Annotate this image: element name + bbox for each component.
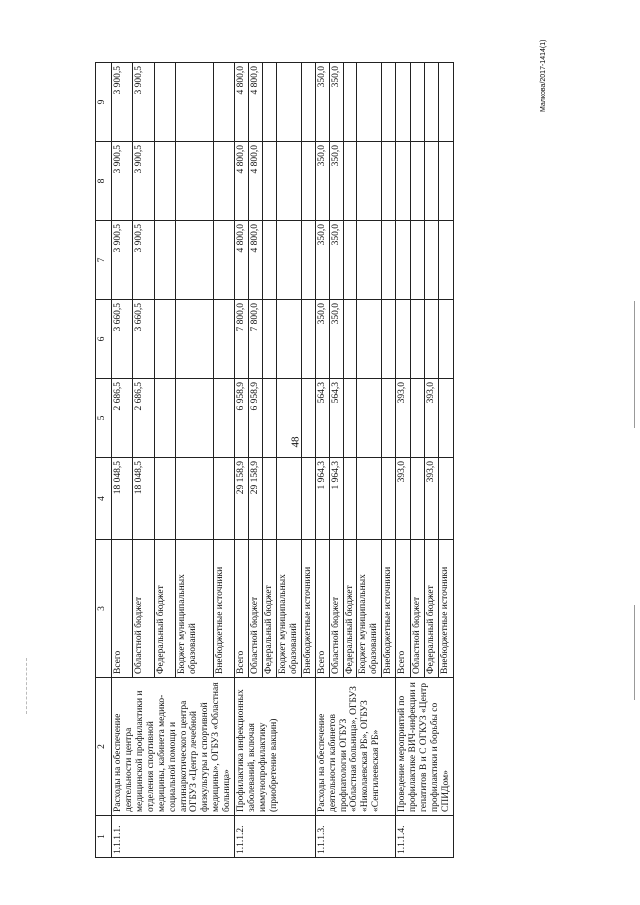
amount-cell bbox=[154, 221, 175, 300]
amount-cell: 4 800,0 bbox=[235, 142, 249, 221]
amount-cell: 4 800,0 bbox=[249, 142, 263, 221]
amount-cell bbox=[424, 221, 438, 300]
row-index: 1.1.1.2. bbox=[235, 816, 316, 858]
funding-source: Бюджет муниципальных образований bbox=[276, 540, 301, 678]
amount-cell: 350,0 bbox=[329, 221, 343, 300]
amount-cell bbox=[154, 142, 175, 221]
amount-cell bbox=[301, 63, 315, 142]
amount-cell bbox=[343, 379, 357, 458]
funding-source: Всего bbox=[315, 540, 329, 678]
funding-source: Федеральный бюджет bbox=[424, 540, 438, 678]
amount-cell bbox=[262, 221, 276, 300]
amount-cell bbox=[396, 221, 410, 300]
scan-edge-line bbox=[634, 301, 635, 428]
table-body bbox=[96, 63, 454, 858]
amount-cell: 350,0 bbox=[329, 142, 343, 221]
col-header: 1 bbox=[96, 816, 112, 858]
amount-cell bbox=[276, 63, 301, 142]
amount-cell: 3 900,5 bbox=[112, 221, 133, 300]
amount-cell bbox=[382, 221, 396, 300]
amount-cell bbox=[357, 63, 382, 142]
amount-cell bbox=[424, 142, 438, 221]
col-header: 3 bbox=[96, 540, 112, 678]
page-number: 48 bbox=[289, 436, 302, 448]
table-row bbox=[396, 63, 410, 858]
amount-cell bbox=[439, 379, 453, 458]
amount-cell: 29 158,9 bbox=[249, 458, 263, 540]
amount-cell bbox=[154, 458, 175, 540]
funding-source: Всего bbox=[112, 540, 133, 678]
funding-source: Федеральный бюджет bbox=[154, 540, 175, 678]
amount-cell: 2 686,5 bbox=[112, 379, 133, 458]
row-description: Проведение мероприятий по профилактике ВИЧ-инфекции и гепатитов В и С ОГКУЗ «Центр профилактики и борьбы со СПИДом» bbox=[396, 678, 454, 816]
funding-source: Бюджет муниципальных образований bbox=[175, 540, 213, 678]
amount-cell bbox=[357, 142, 382, 221]
amount-cell: 393,0 bbox=[396, 379, 410, 458]
col-header: 6 bbox=[96, 300, 112, 379]
amount-cell bbox=[357, 379, 382, 458]
amount-cell bbox=[154, 300, 175, 379]
amount-cell bbox=[276, 458, 301, 540]
funding-source: Областной бюджет bbox=[249, 540, 263, 678]
amount-cell bbox=[175, 63, 213, 142]
amount-cell bbox=[213, 458, 234, 540]
funding-source: Всего bbox=[396, 540, 410, 678]
amount-cell bbox=[439, 221, 453, 300]
amount-cell bbox=[343, 142, 357, 221]
document-stamp: Малкова/2017-1414(1) bbox=[540, 39, 547, 112]
amount-cell: 6 958,9 bbox=[235, 379, 249, 458]
amount-cell bbox=[410, 221, 424, 300]
col-header: 4 bbox=[96, 458, 112, 540]
amount-cell bbox=[301, 221, 315, 300]
amount-cell bbox=[262, 63, 276, 142]
amount-cell: 350,0 bbox=[315, 142, 329, 221]
amount-cell bbox=[343, 458, 357, 540]
funding-source: Внебюджетные источники bbox=[301, 540, 315, 678]
row-description: Расходы на обеспечение деятельности центра медицинской профилактики и отделения спортивной медицины, кабинета медико-социальной помощи и антинаркотического центра ОГБУЗ «Центр лечебной физкультуры и спортивной медицины», ОГБУЗ «Областная больница» bbox=[112, 678, 235, 816]
amount-cell bbox=[382, 300, 396, 379]
amount-cell bbox=[213, 300, 234, 379]
funding-table bbox=[95, 62, 454, 858]
amount-cell: 350,0 bbox=[315, 300, 329, 379]
amount-cell: 3 900,5 bbox=[133, 142, 154, 221]
amount-cell: 3 660,5 bbox=[112, 300, 133, 379]
amount-cell bbox=[396, 142, 410, 221]
amount-cell bbox=[410, 300, 424, 379]
amount-cell: 350,0 bbox=[329, 300, 343, 379]
row-description: Расходы на обеспечение деятельности кабинетов профпатологии ОГБУЗ «Областная больница», ОГБУЗ «Николаевская РБ», ОГБУЗ «Сенгилеевская РБ» bbox=[315, 678, 396, 816]
funding-source: Областной бюджет bbox=[133, 540, 154, 678]
amount-cell: 4 800,0 bbox=[249, 221, 263, 300]
funding-source: Бюджет муниципальных образований bbox=[357, 540, 382, 678]
amount-cell bbox=[343, 221, 357, 300]
amount-cell bbox=[213, 142, 234, 221]
amount-cell: 3 660,5 bbox=[133, 300, 154, 379]
table-row bbox=[235, 63, 249, 858]
amount-cell: 7 800,0 bbox=[249, 300, 263, 379]
amount-cell bbox=[276, 300, 301, 379]
col-header: 2 bbox=[96, 678, 112, 816]
amount-cell bbox=[276, 379, 301, 458]
amount-cell bbox=[357, 300, 382, 379]
col-header: 5 bbox=[96, 379, 112, 458]
amount-cell: 29 158,9 bbox=[235, 458, 249, 540]
amount-cell bbox=[301, 458, 315, 540]
amount-cell bbox=[357, 221, 382, 300]
amount-cell: 3 900,5 bbox=[133, 63, 154, 142]
amount-cell bbox=[410, 142, 424, 221]
funding-source: Всего bbox=[235, 540, 249, 678]
amount-cell bbox=[382, 142, 396, 221]
amount-cell: 3 900,5 bbox=[133, 221, 154, 300]
amount-cell bbox=[343, 63, 357, 142]
col-header: 7 bbox=[96, 221, 112, 300]
funding-source: Внебюджетные источники bbox=[213, 540, 234, 678]
amount-cell bbox=[301, 379, 315, 458]
table-row bbox=[315, 63, 329, 858]
amount-cell bbox=[276, 221, 301, 300]
amount-cell bbox=[262, 142, 276, 221]
amount-cell: 350,0 bbox=[315, 63, 329, 142]
funding-source: Областной бюджет bbox=[410, 540, 424, 678]
amount-cell bbox=[410, 458, 424, 540]
amount-cell: 7 800,0 bbox=[235, 300, 249, 379]
amount-cell bbox=[343, 300, 357, 379]
amount-cell: 350,0 bbox=[315, 221, 329, 300]
column-number-row bbox=[96, 63, 112, 858]
amount-cell: 3 900,5 bbox=[112, 63, 133, 142]
amount-cell: 393,0 bbox=[424, 458, 438, 540]
funding-source: Федеральный бюджет bbox=[262, 540, 276, 678]
amount-cell: 4 800,0 bbox=[249, 63, 263, 142]
amount-cell bbox=[439, 142, 453, 221]
amount-cell: 564,3 bbox=[315, 379, 329, 458]
amount-cell bbox=[357, 458, 382, 540]
amount-cell bbox=[396, 300, 410, 379]
funding-source: Областной бюджет bbox=[329, 540, 343, 678]
amount-cell bbox=[382, 63, 396, 142]
amount-cell: 393,0 bbox=[396, 458, 410, 540]
amount-cell bbox=[175, 142, 213, 221]
row-index: 1.1.1.1. bbox=[112, 816, 235, 858]
amount-cell bbox=[154, 379, 175, 458]
amount-cell bbox=[410, 63, 424, 142]
amount-cell bbox=[301, 142, 315, 221]
row-index: 1.1.1.3. bbox=[315, 816, 396, 858]
amount-cell bbox=[175, 300, 213, 379]
funding-source: Внебюджетные источники bbox=[382, 540, 396, 678]
amount-cell: 4 800,0 bbox=[235, 221, 249, 300]
amount-cell: 1 964,3 bbox=[315, 458, 329, 540]
amount-cell bbox=[439, 300, 453, 379]
amount-cell: 2 686,5 bbox=[133, 379, 154, 458]
amount-cell: 18 048,5 bbox=[112, 458, 133, 540]
amount-cell: 3 900,5 bbox=[112, 142, 133, 221]
rotated-table-wrapper bbox=[95, 63, 497, 858]
amount-cell bbox=[424, 63, 438, 142]
row-index: 1.1.1.4. bbox=[396, 816, 454, 858]
col-header: 9 bbox=[96, 63, 112, 142]
amount-cell bbox=[262, 300, 276, 379]
amount-cell: 18 048,5 bbox=[133, 458, 154, 540]
table-row bbox=[112, 63, 133, 858]
amount-cell bbox=[382, 379, 396, 458]
amount-cell: 393,0 bbox=[424, 379, 438, 458]
amount-cell: 1 964,3 bbox=[329, 458, 343, 540]
amount-cell bbox=[213, 63, 234, 142]
scan-edge-line bbox=[634, 605, 635, 700]
amount-cell bbox=[439, 63, 453, 142]
scan-mark bbox=[26, 658, 28, 714]
col-header: 8 bbox=[96, 142, 112, 221]
amount-cell bbox=[262, 379, 276, 458]
funding-source: Внебюджетные источники bbox=[439, 540, 453, 678]
amount-cell bbox=[175, 458, 213, 540]
amount-cell: 564,3 bbox=[329, 379, 343, 458]
amount-cell: 4 800,0 bbox=[235, 63, 249, 142]
amount-cell bbox=[382, 458, 396, 540]
amount-cell bbox=[175, 221, 213, 300]
amount-cell bbox=[439, 458, 453, 540]
amount-cell bbox=[396, 63, 410, 142]
amount-cell bbox=[276, 142, 301, 221]
amount-cell bbox=[175, 379, 213, 458]
amount-cell bbox=[213, 379, 234, 458]
row-description: Профилактика инфекционных заболеваний, включая иммунопрофилактику (приобретение вакцин) bbox=[235, 678, 316, 816]
amount-cell: 350,0 bbox=[329, 63, 343, 142]
amount-cell: 6 958,9 bbox=[249, 379, 263, 458]
amount-cell bbox=[301, 300, 315, 379]
amount-cell bbox=[213, 221, 234, 300]
funding-source: Федеральный бюджет bbox=[343, 540, 357, 678]
amount-cell bbox=[154, 63, 175, 142]
amount-cell bbox=[262, 458, 276, 540]
amount-cell bbox=[410, 379, 424, 458]
amount-cell bbox=[424, 300, 438, 379]
